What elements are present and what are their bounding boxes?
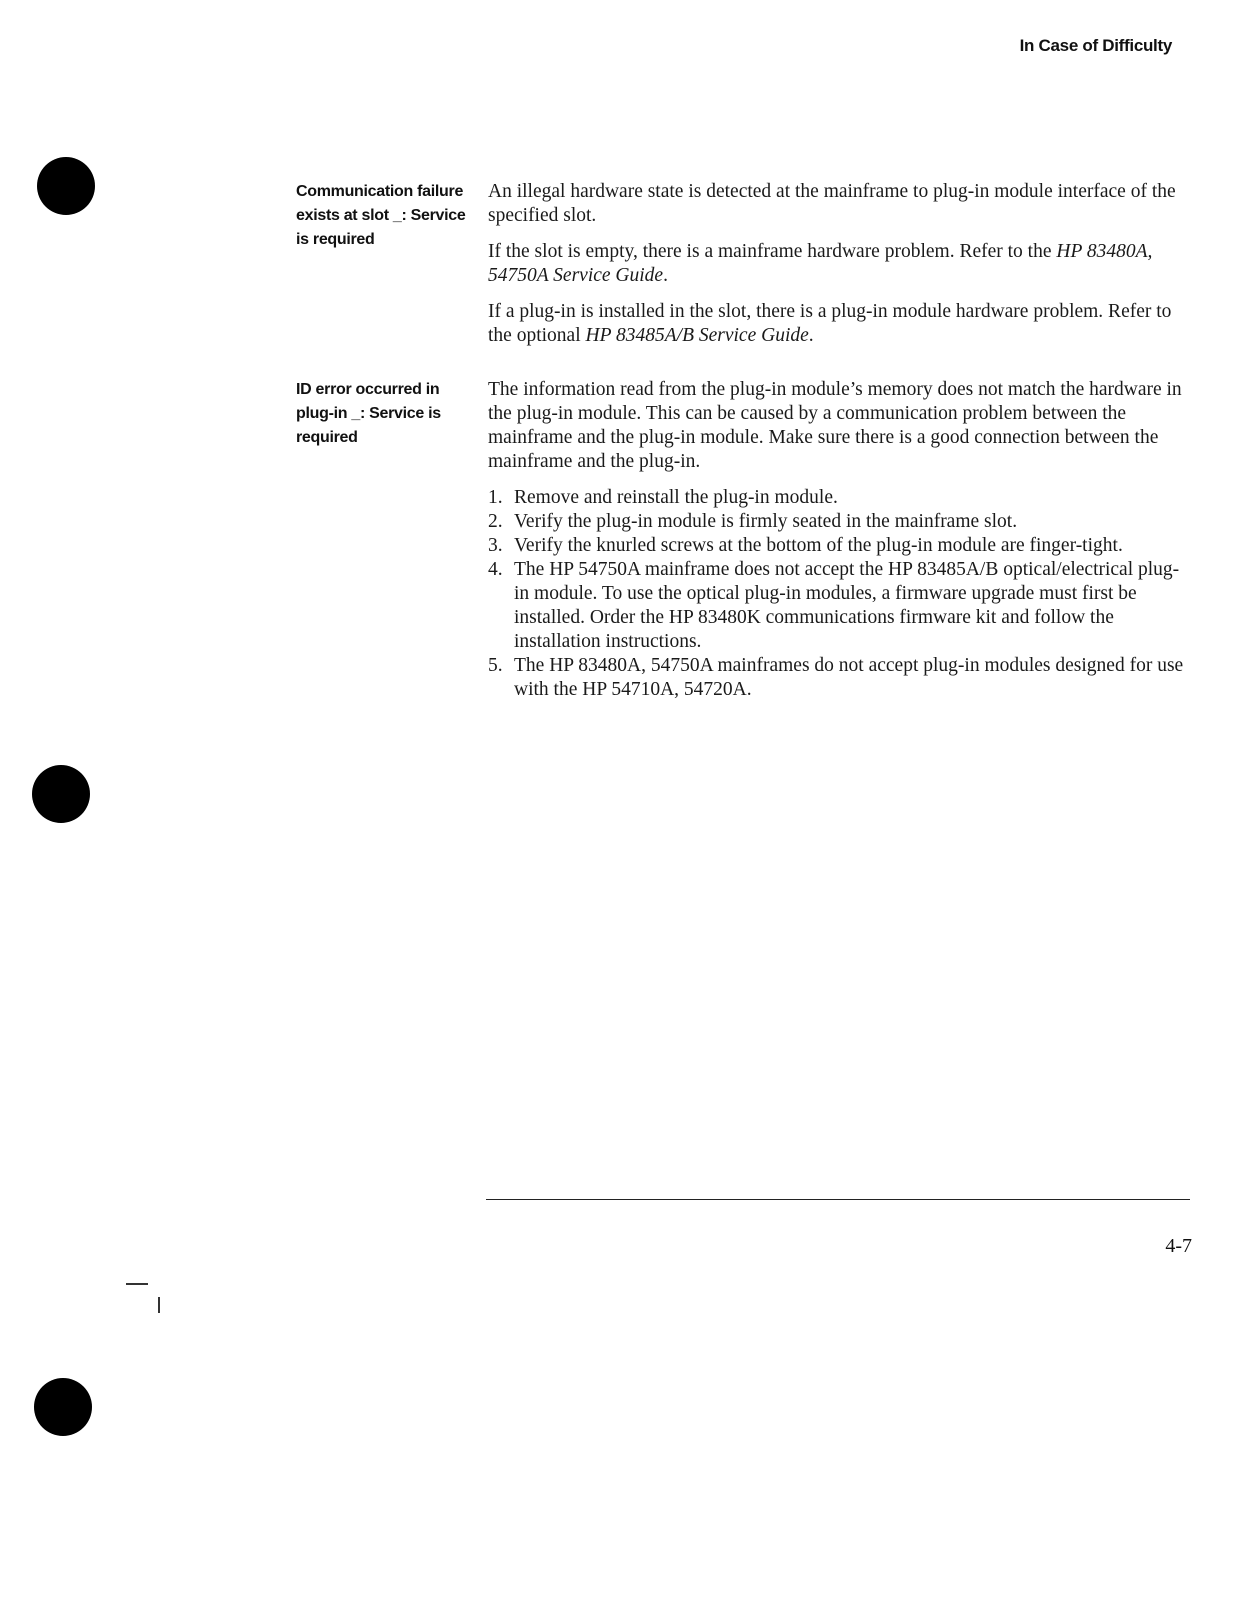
title-line: plug-in _: Service is [296, 405, 441, 422]
error-description [488, 378, 1188, 702]
error-message-title [296, 378, 476, 450]
scan-mark [126, 1283, 148, 1285]
scan-mark [158, 1297, 160, 1313]
title-line: Communication failure [296, 183, 464, 200]
title-line: required [296, 429, 358, 446]
service-guide-reference: HP 83480A, 54750A Service Guide [488, 241, 1153, 286]
troubleshooting-steps [488, 486, 1188, 702]
paragraph: An illegal hardware state is detected at the mainframe to plug-in module interface of the specified slot. [488, 181, 1176, 226]
binder-hole-top [37, 157, 95, 215]
title-line: exists at slot _: Service [296, 207, 466, 224]
binder-hole-middle [32, 765, 90, 823]
paragraph: The information read from the plug-in module’s memory does not match the hardware in the plug-in module. This can be caused by a communication problem between the mainframe and the plug-in module. Make sure there is a good connection between the mainframe and the plug-in. [488, 379, 1182, 472]
list-item: 3. Verify the knurled screws at the bottom of the plug-in module are finger-tight. [488, 535, 1123, 556]
binder-hole-bottom [34, 1378, 92, 1436]
error-description [488, 180, 1188, 360]
list-item: 4. The HP 54750A mainframe does not accept the HP 83485A/B optical/electrical plug-in module. To use the optical plug-in modules, a firmware upgrade must first be installed. Order the HP 83480K communications firmware kit and follow the installation instructions. [488, 559, 1180, 652]
title-line: is required [296, 231, 375, 248]
list-item: 5. The HP 83480A, 54750A mainframes do not accept plug-in modules designed for use with the HP 54710A, 54720A. [488, 655, 1184, 700]
page-number: 4-7 [1165, 1235, 1192, 1257]
error-message-title [296, 180, 476, 252]
section-header: In Case of Difficulty [1019, 36, 1172, 55]
paragraph: If a plug-in is installed in the slot, there is a plug-in module hardware problem. Refer to the optional HP 83485A/B Service Guide. [488, 301, 1172, 346]
list-item: 2. Verify the plug-in module is firmly seated in the mainframe slot. [488, 511, 1018, 532]
paragraph: If the slot is empty, there is a mainframe hardware problem. Refer to the HP 83480A, 54750A Service Guide. [488, 241, 1153, 286]
list-item: 1. Remove and reinstall the plug-in module. [488, 487, 838, 508]
title-line: ID error occurred in [296, 381, 440, 398]
footer-divider [486, 1199, 1190, 1200]
service-guide-reference: HP 83485A/B Service Guide [585, 325, 809, 346]
